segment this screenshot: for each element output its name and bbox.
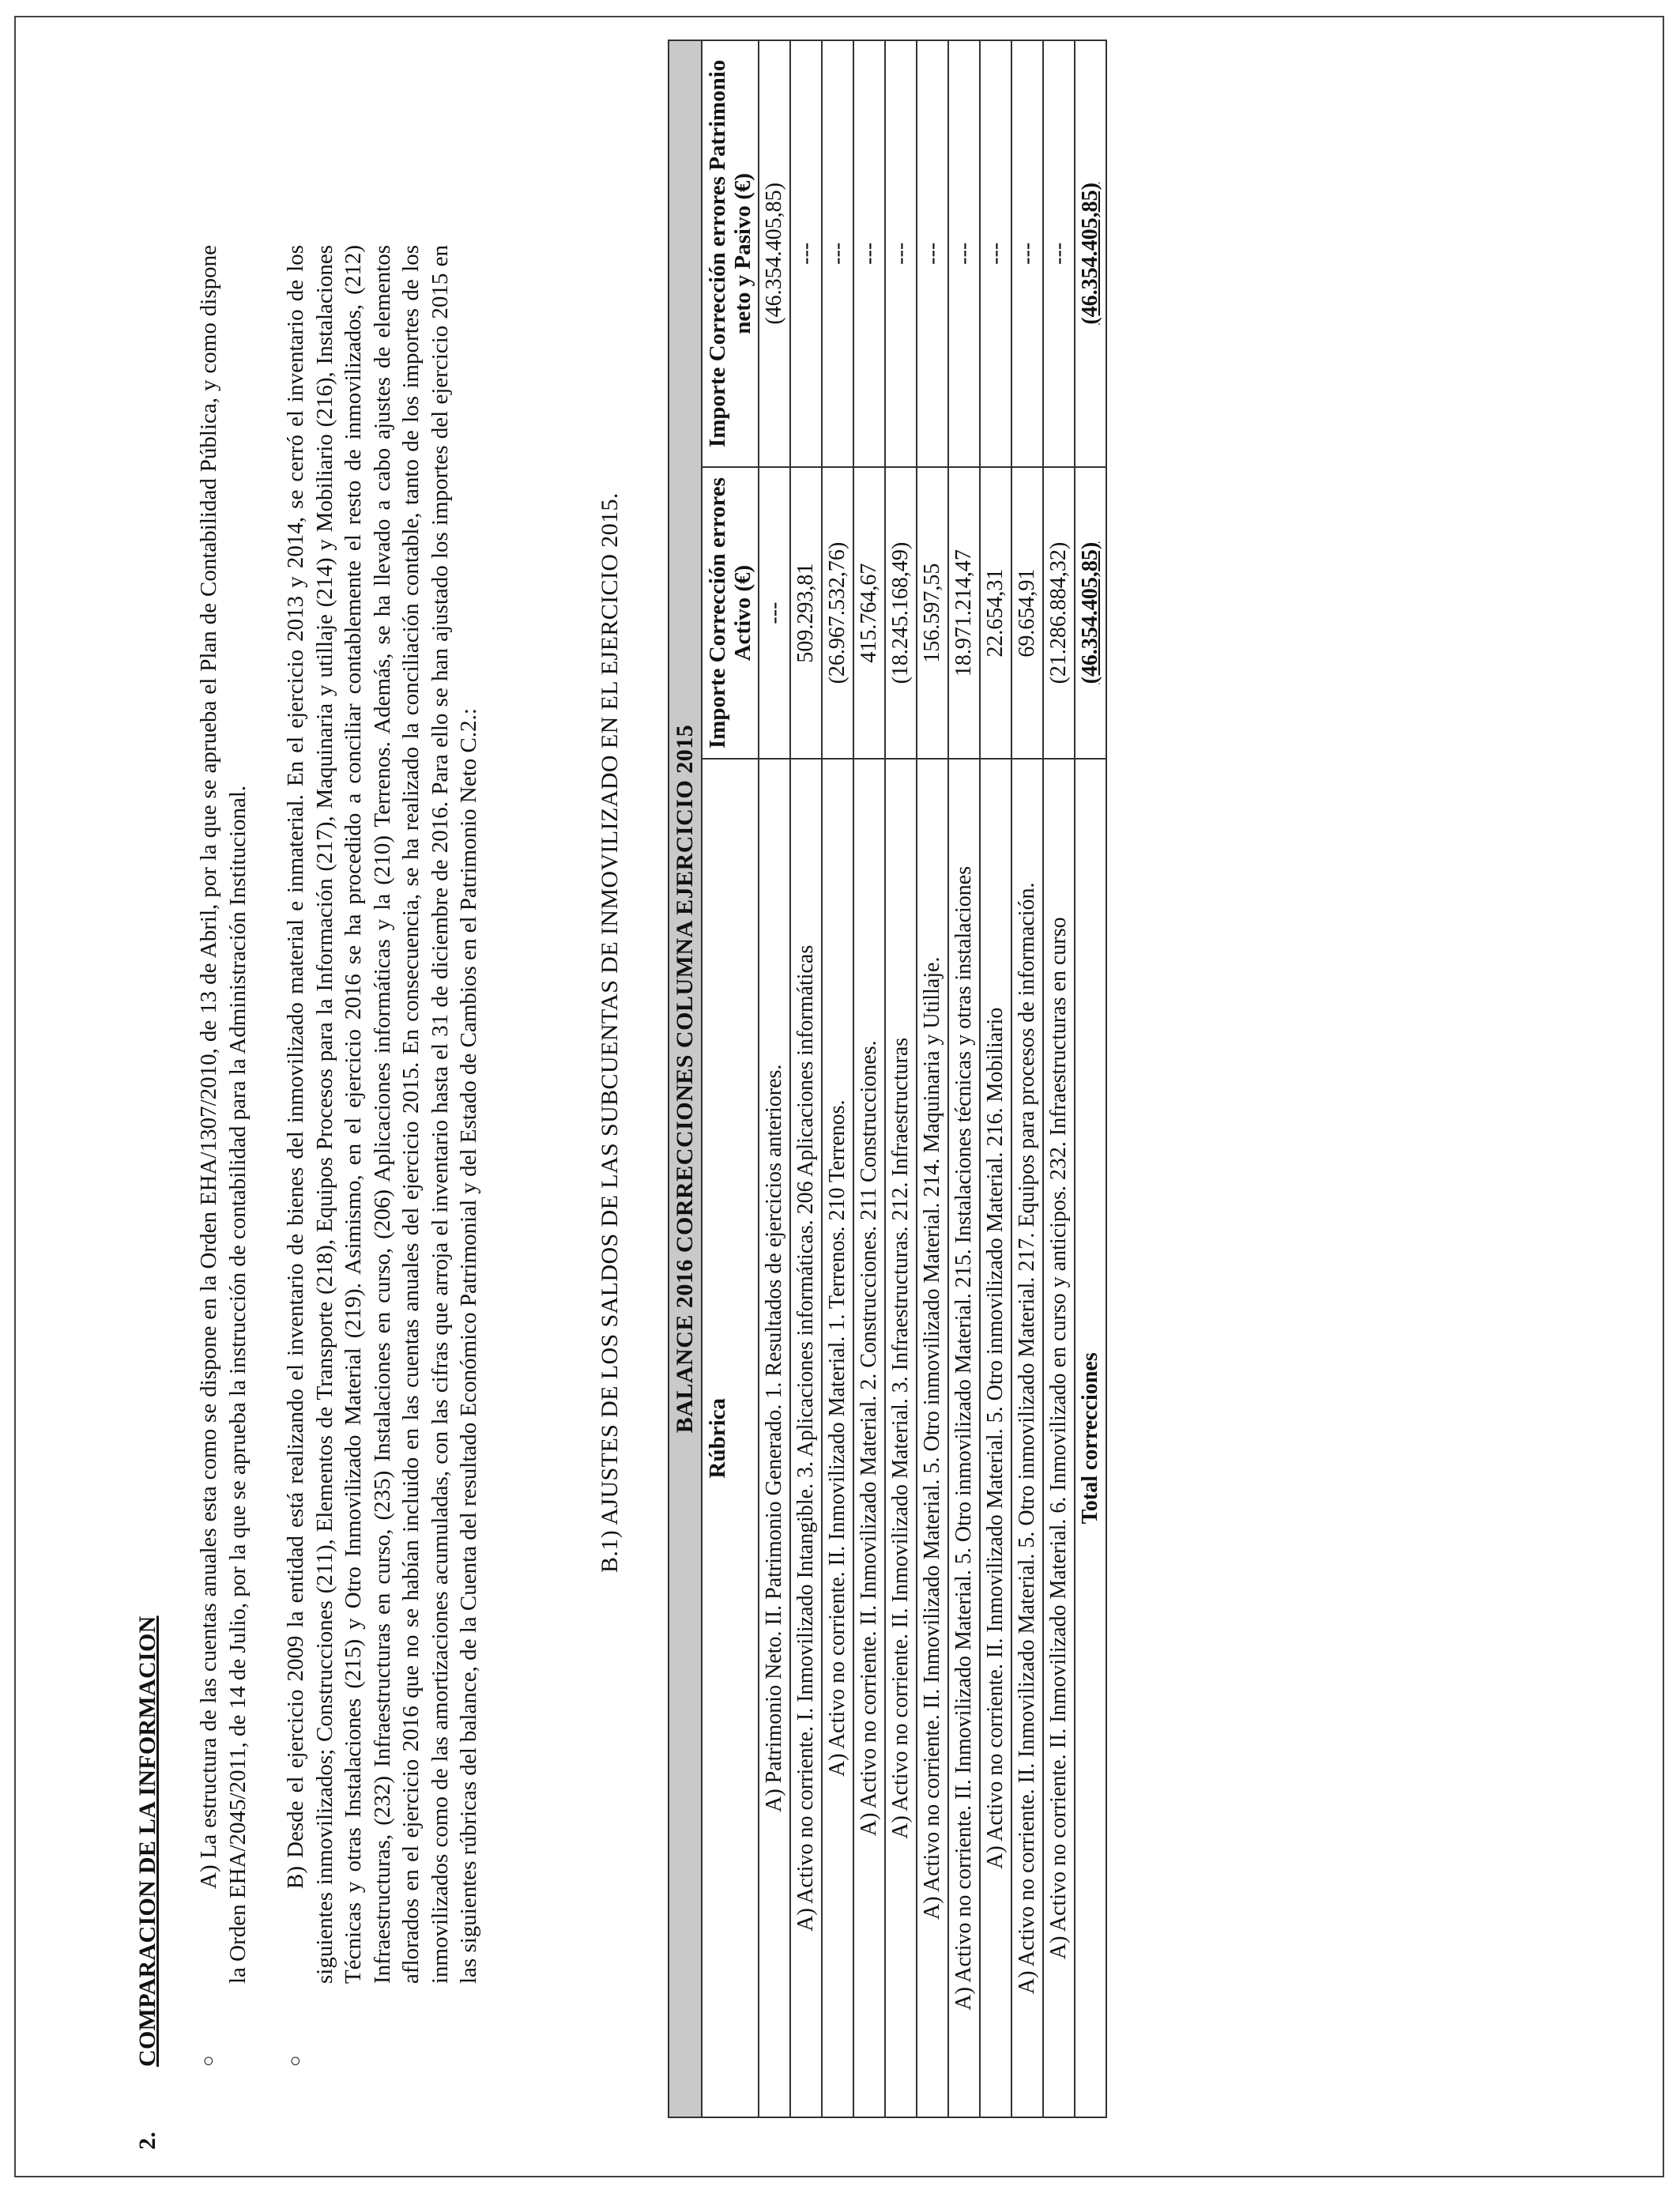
cell-rubrica: A) Activo no corriente. II. Inmovilizado Material. 5. Otro inmovilizado Material. 216. Mobiliario — [980, 760, 1011, 2118]
table-row — [759, 40, 790, 2117]
cell-patrimonio: --- — [948, 40, 980, 467]
cell-activo: (21.286.884,32) — [1043, 467, 1075, 760]
cell-patrimonio: --- — [822, 40, 853, 467]
cell-rubrica: A) Activo no corriente. II. Inmovilizado Material. 5. Otro inmovilizado Material. 215. Instalaciones técnicas y otras instalaciones — [948, 760, 980, 2118]
cell-activo: 69.654,91 — [1011, 467, 1043, 760]
cell-rubrica: A) Activo no corriente. II. Inmovilizado Material. 3. Infraestructuras. 212. Infraestructuras — [885, 760, 917, 2118]
header-rubrica: Rúbrica — [702, 760, 759, 2118]
table-row — [1011, 40, 1043, 2117]
cell-patrimonio: --- — [1043, 40, 1075, 467]
cell-rubrica: A) Activo no corriente. II. Inmovilizado Material. 6. Inmovilizado en curso y anticipos. 232. Infraestructuras en curso — [1043, 760, 1075, 2118]
table-caption: BALANCE 2016 CORRECCIONES COLUMNA EJERCICIO 2015 — [669, 40, 702, 2117]
cell-activo: 22.654,31 — [980, 467, 1011, 760]
cell-rubrica: A) Activo no corriente. II. Inmovilizado Material. 1. Terrenos. 210 Terrenos. — [822, 760, 853, 2118]
cell-patrimonio: --- — [917, 40, 948, 467]
cell-activo: (18.245.168,49) — [885, 467, 917, 760]
table-body — [759, 40, 1106, 2117]
cell-activo: 415.764,67 — [853, 467, 885, 760]
cell-activo: 509.293,81 — [790, 467, 822, 760]
table-row — [980, 40, 1011, 2117]
cell-patrimonio: --- — [980, 40, 1011, 467]
subsection-title: B.1) AJUSTES DE LOS SALDOS DE LAS SUBCUENTAS DE INMOVILIZADO EN EL EJERCICIO 2015. — [597, 492, 623, 1573]
cell-rubrica: A) Activo no corriente. I. Inmovilizado Intangible. 3. Aplicaciones informáticas. 206 Aplicaciones informáticas — [790, 760, 822, 2118]
header-patrimonio: Importe Corrección errores Patrimonio neto y Pasivo (€) — [702, 40, 759, 467]
header-activo: Importe Corrección errores Activo (€) — [702, 467, 759, 760]
cell-patrimonio: (46.354.405,85) — [759, 40, 790, 467]
table-row — [1043, 40, 1075, 2117]
bullet-icon: ○ — [285, 2055, 306, 2067]
paragraph-text — [194, 245, 252, 1984]
cell-rubrica: A) Activo no corriente. II. Inmovilizado Material. 5. Otro inmovilizado Material. 214. Maquinaria y Utillaje. — [917, 760, 948, 2118]
section-title: COMPARACION DE LA INFORMACION — [134, 1615, 160, 2067]
cell-activo: --- — [759, 467, 790, 760]
paragraph-a-text: A) La estructura de las cuentas anuales esta como se dispone en la Orden EHA/1307/2010, de 13 de Abril, por la que se aprueba el Plan de Contabilidad Pública, y como dispone la Orden EHA/2045/2011, de 14 de Julio, por la que se aprueba la instrucción de contabilidad para la Administración Institucional. — [196, 245, 250, 1984]
cell-rubrica: A) Activo no corriente. II. Inmovilizado Material. 5. Otro inmovilizado Material. 217. Equipos para procesos de información. — [1011, 760, 1043, 2118]
table-row — [948, 40, 980, 2117]
cell-activo: 18.971.214,47 — [948, 467, 980, 760]
cell-rubrica: A) Activo no corriente. II. Inmovilizado Material. 2. Construcciones. 211 Construcciones. — [853, 760, 885, 2118]
section-heading — [134, 1615, 161, 2150]
table-row — [790, 40, 822, 2117]
table-row — [885, 40, 917, 2117]
cell-rubrica: A) Patrimonio Neto. II. Patrimonio Generado. 1. Resultados de ejercicios anteriores. — [759, 760, 790, 2118]
section-number: 2. — [134, 2131, 160, 2150]
table-row — [822, 40, 853, 2117]
cell-patrimonio: --- — [853, 40, 885, 467]
table-total-row — [1075, 40, 1106, 2117]
total-activo: (46.354.405,85) — [1075, 467, 1106, 760]
cell-activo: 156.597,55 — [917, 467, 948, 760]
cell-patrimonio: --- — [885, 40, 917, 467]
table-row — [917, 40, 948, 2117]
corrections-table — [668, 40, 1107, 2118]
cell-patrimonio: --- — [1011, 40, 1043, 467]
paragraph-b-text: B) Desde el ejercicio 2009 la entidad está realizando el inventario de bienes del inmovilizado material e inmaterial. En el ejercicio 2013 y 2014, se cerró el inventario de los siguientes inmovilizados; Construcciones (211), Elementos de Transporte (218), Equipos Procesos para la Información (217), Maquinaria y utillaje (214) y Mobiliario (216), Instalaciones Técnicas y otras Instalaciones (215) y Otro Inmovilizado Material (219). Asimismo, en el ejercicio 2016 se ha procedido a conciliar contablemente el resto de inmovilizados, (212) Infraestructuras, (232) Infraestructuras en curso, (235) Instalaciones en curso, (206) Aplicaciones informáticas y la (210) Terrenos. Además, se ha llevado a cabo ajustes de elementos aflorados en el ejercicio 2016 que no se habían incluido en las cuentas anuales del ejercicio 2015. En consecuencia, se ha realizado la conciliación contable, tanto de los importes de los inmovilizados como de las amortizaciones acumuladas, con las cifras que arroja el inventario hasta el 31 de diciembre de 2016. Para ello se han ajustado los importes del ejercicio 2015 en las siguientes rúbricas del balance, de la Cuenta del resultado Económico Patrimonial y del Estado de Cambios en el Patrimonio Neto C.2.: — [283, 245, 481, 1984]
table-row — [853, 40, 885, 2117]
cell-activo: (26.967.532,76) — [822, 467, 853, 760]
bullet-icon: ○ — [198, 2055, 219, 2067]
paragraph-text — [281, 245, 484, 1984]
total-label: Total correcciones — [1075, 760, 1106, 2118]
rotated-document — [119, 32, 1304, 2150]
cell-patrimonio: --- — [790, 40, 822, 467]
total-patrimonio: (46.354.405,85) — [1075, 40, 1106, 467]
